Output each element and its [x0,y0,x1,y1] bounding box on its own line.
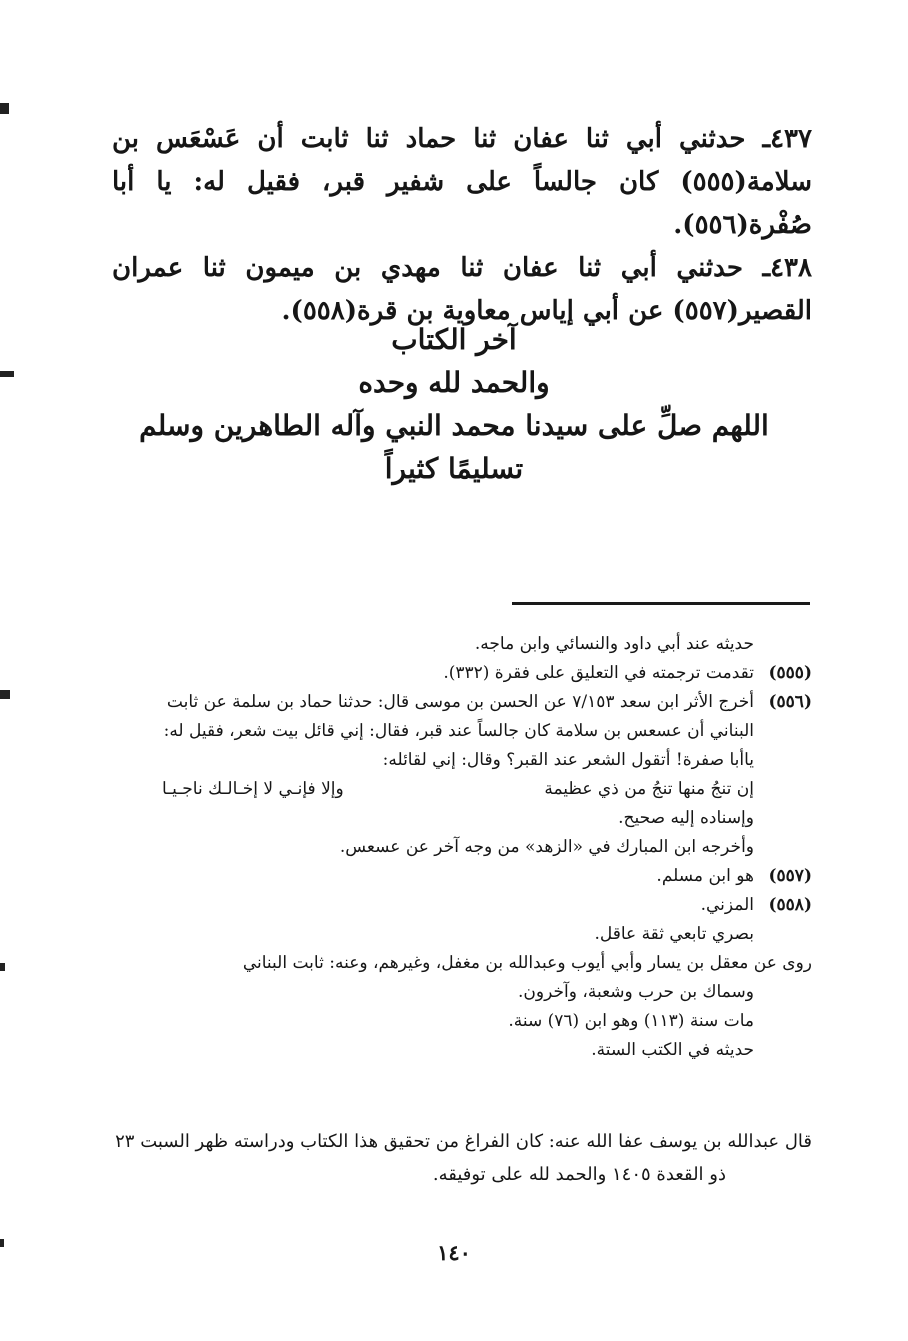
footnote-557 [112,862,812,891]
footnotes [112,630,812,1065]
footnote-number: (٥٥٥) [768,663,812,683]
main-text [112,118,812,333]
footnote-line: تقدمت ترجمته في التعليق على فقرة (٣٣٢). [443,663,754,683]
footnote-line: وسماك بن حرب وشعبة، وآخرون. [518,982,754,1002]
footnote-carryover: حديثه عند أبي داود والنسائي وابن ماجه. [474,634,754,654]
footnote-556 [112,688,812,775]
scan-mark [0,371,14,377]
footnote-line: أخرج الأثر ابن سعد ٧/١٥٣ عن الحسن بن موسى قال: حدثنا حماد بن سلمة عن ثابت [166,692,754,712]
scan-mark [0,103,9,114]
colophon-line-1: قال عبدالله بن يوسف عفا الله عنه: كان الفراغ من تحقيق هذا الكتاب ودراسته ظهر السبت ٢٣ [115,1131,812,1152]
footnote-separator [512,602,810,605]
colophon-line-2: ذو القعدة ١٤٠٥ والحمد لله على توفيقه. [432,1164,726,1185]
hadith-437: ٤٣٧ـ حدثني أبي ثنا عفان ثنا حماد ثنا ثابت أن عَسْعَس بن سلامة(٥٥٥) كان جالساً على شفير قبر، فقيل له: يا أبا صُفْرة(٥٥٦). [112,124,812,240]
footnote-line: بصري تابعي ثقة عاقل. [594,924,754,944]
footnote-line: البناني أن عسعس بن سلامة كان جالساً عند قبر، فقال: إني قائل بيت شعر، فقيل له: [163,721,754,741]
footnote-line: مات سنة (١١٣) وهو ابن (٧٦) سنة. [508,1011,754,1031]
footnote-558 [112,891,812,920]
footnote-line: وإسناده إليه صحيح. [618,808,754,828]
ending-line-4: تسليمًا كثيراً [384,452,524,485]
footnote-555 [112,659,812,688]
ending-line-1: آخر الكتاب [391,323,517,356]
page-number: ١٤٠ [437,1240,471,1265]
footnote-line: هو ابن مسلم. [656,866,754,886]
footnote-line: روى عن معقل بن يسار وأبي أيوب وعبدالله بن مغفل، وغيرهم، وعنه: ثابت البناني [242,953,812,973]
hadith-438: ٤٣٨ـ حدثني أبي ثنا عفان ثنا مهدي بن ميمون ثنا عمران القصير(٥٥٧) عن أبي إياس معاوية بن قرة(٥٥٨). [112,253,812,326]
footnote-line: وأخرجه ابن المبارك في «الزهد» من وجه آخر عن عسعس. [339,837,754,857]
poetry-verse [112,775,812,804]
verse-second-hemistich: وإلا فإنـي لا إخـالـك ناجـيـا [162,779,344,799]
ending-line-2: والحمد لله وحده [358,366,550,399]
verse-first-hemistich: إن تنجُ منها تنجُ من ذي عظيمة [544,779,754,799]
footnote-line: حديثه في الكتب الستة. [591,1040,754,1060]
scan-mark [0,690,10,699]
ending-line-3: اللهم صلِّ على سيدنا محمد النبي وآله الطاهرين وسلم [139,409,769,442]
footnote-line: ياأبا صفرة! أتقول الشعر عند القبر؟ وقال: إني لقائله: [382,750,754,770]
colophon [112,1125,812,1191]
footnote-number: (٥٥٦) [768,692,812,712]
scan-mark [0,963,5,971]
footnote-line: المزني. [700,895,754,915]
footnote-number: (٥٥٧) [768,866,812,886]
book-ending [120,318,788,490]
footnote-number: (٥٥٨) [768,895,812,915]
